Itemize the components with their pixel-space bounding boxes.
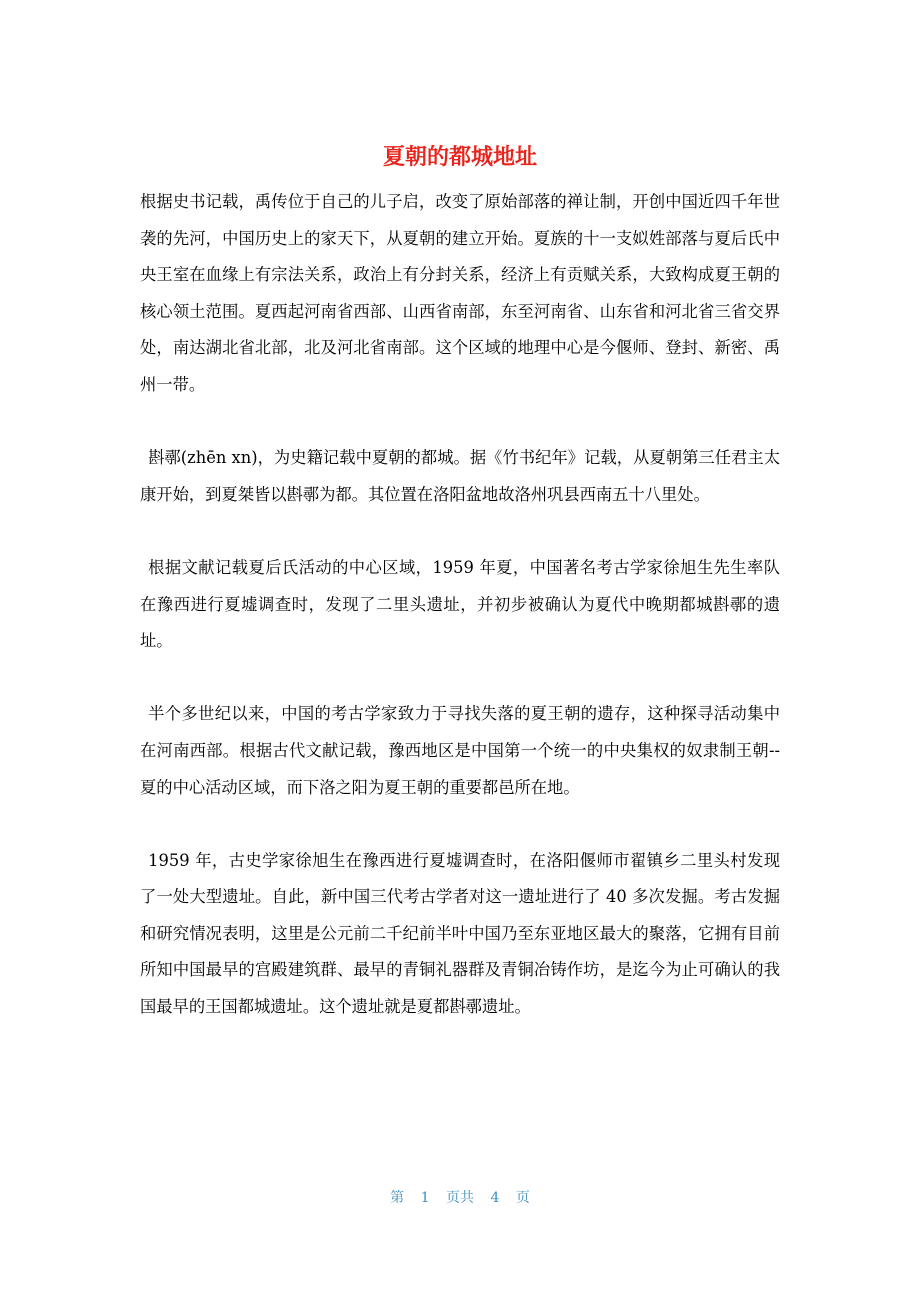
document-body [140, 184, 780, 1062]
page-number-footer [0, 1187, 920, 1209]
footer-label-total: 页共 [446, 1190, 474, 1206]
footer-label-end: 页 [515, 1190, 530, 1206]
document-title: 夏朝的都城地址 [382, 145, 537, 170]
footer-current-page: 1 [420, 1190, 430, 1206]
footer-total-pages: 4 [490, 1190, 500, 1206]
paragraph-2: 斟鄩(zhēn xn)，为史籍记载中夏朝的都城。据《竹书纪年》记载，从夏朝第三任君主太康开始，到夏桀皆以斟鄩为都。其位置在洛阳盆地故洛州巩县西南五十八里处。 [140, 448, 780, 504]
paragraph-3: 根据文献记载夏后氏活动的中心区域，1959 年夏，中国著名考古学家徐旭生先生率队在豫西进行夏墟调查时，发现了二里头遗址，并初步被确认为夏代中晚期都城斟鄩的遗址。 [140, 557, 780, 651]
paragraph-4: 半个多世纪以来，中国的考古学家致力于寻找失落的夏王朝的遗存，这种探寻活动集中在河南西部。根据古代文献记载，豫西地区是中国第一个统一的中央集权的奴隶制王朝--夏的中心活动区域，而下洛之阳为夏王朝的重要都邑所在地。 [140, 704, 780, 797]
paragraph-5: 1959 年，古史学家徐旭生在豫西进行夏墟调查时，在洛阳偃师市翟镇乡二里头村发现了一处大型遗址。自此，新中国三代考古学者对这一遗址进行了 40 多次发掘。考古发掘和研究情况表明，这里是公元前二千纪前半叶中国乃至东亚地区最大的聚落，它拥有目前所知中国最早的宫殿建筑群、最早的青铜礼器群及青铜冶铸作坊，是迄今为止可确认的我国最早的王国都城遗址。这个遗址就是夏都斟鄩遗址。 [140, 850, 780, 1017]
paragraph-1: 根据史书记载，禹传位于自己的儿子启，改变了原始部落的禅让制，开创中国近四千年世袭的先河，中国历史上的家天下，从夏朝的建立开始。夏族的十一支姒姓部落与夏后氏中央王室在血缘上有宗法关系，政治上有分封关系，经济上有贡赋关系，大致构成夏王朝的核心领土范围。夏西起河南省西部、山西省南部，东至河南省、山东省和河北省三省交界处，南达湖北省北部，北及河北省南部。这个区域的地理中心是今偃师、登封、新密、禹州一带。 [140, 192, 780, 394]
footer-label-page: 第 [390, 1190, 405, 1206]
